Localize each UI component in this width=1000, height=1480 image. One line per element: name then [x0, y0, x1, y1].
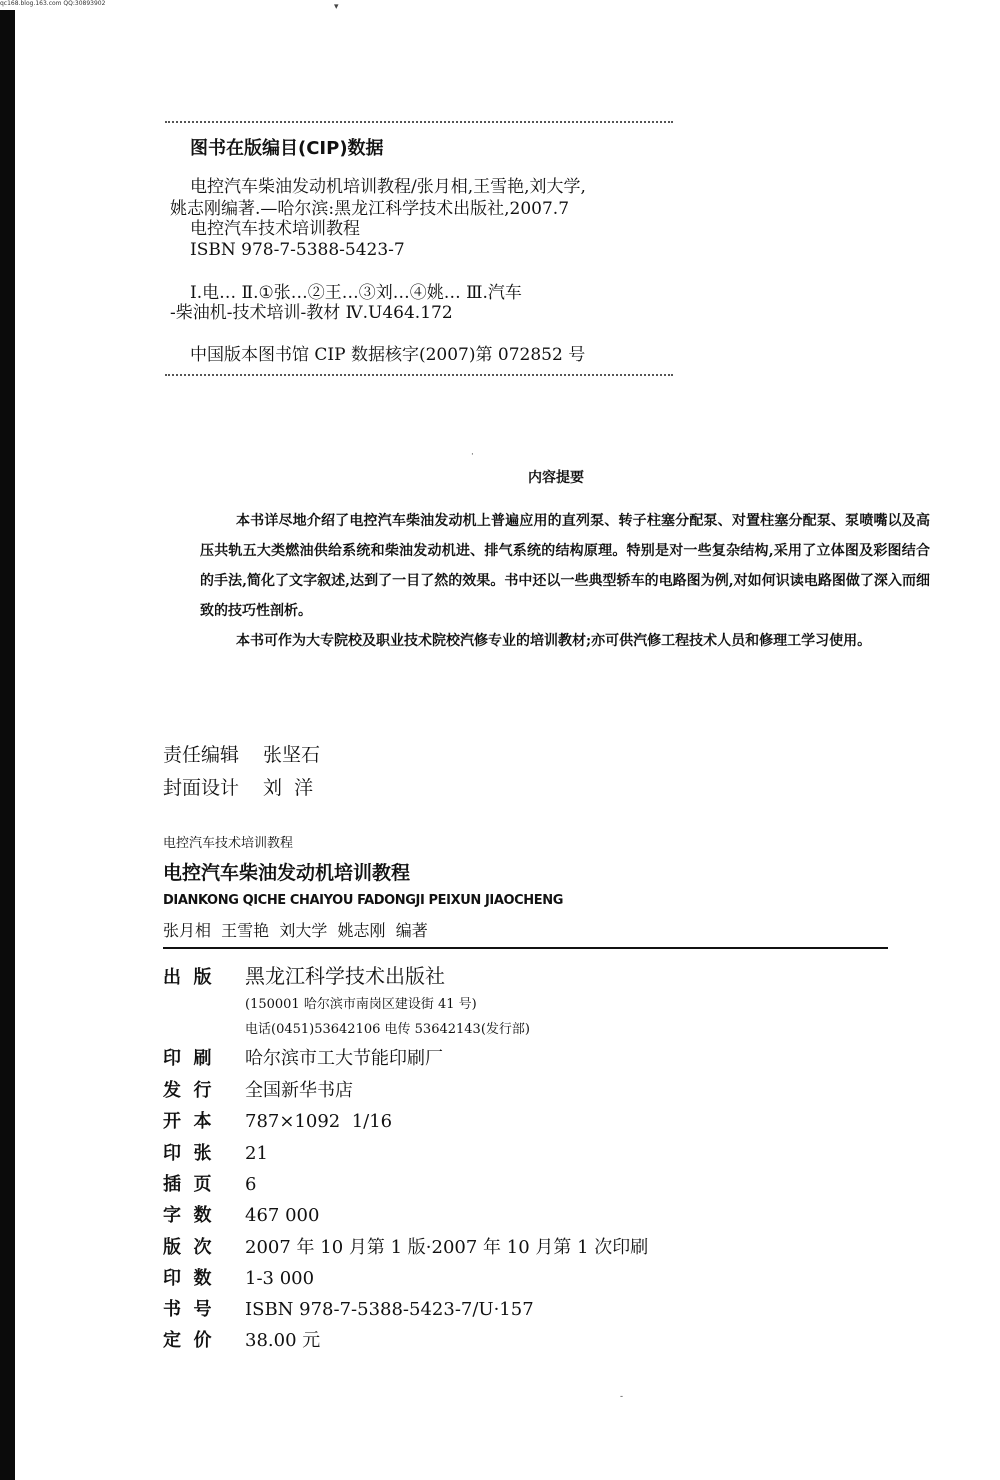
cip-line-2: 姚志刚编著.—哈尔滨:黑龙江科学技术出版社,2007.7: [170, 199, 570, 219]
pub-row-value: 787×1092 1/16: [245, 1111, 393, 1132]
scan-mark: ▾: [334, 2, 339, 12]
book-authors: 张月相 王雪艳 刘大学 姚志刚 编著: [163, 921, 428, 940]
cip-class-1: Ⅰ.电… Ⅱ.①张…②王…③刘…④姚… Ⅲ.汽车: [190, 283, 522, 303]
pub-row-label: 字 数: [163, 1205, 212, 1226]
pub-row-value: 6: [245, 1174, 257, 1195]
pub-row-value: 哈尔滨市工大节能印刷厂: [245, 1048, 443, 1069]
pub-row-value: 21: [245, 1143, 268, 1164]
summary-paragraph-1: 本书详尽地介绍了电控汽车柴油发动机上普遍应用的直列泵、转子柱塞分配泵、对置柱塞分配泵、泵喷嘴以及高压共轨五大类燃油供给系统和柴油发动机进、排气系统的结构原理。特别是对一些复杂结构,采用了立体图及彩图结合的手法,简化了文字叙述,达到了一目了然的效果。书中还以一些典型轿车的电路图为例,对如何识读电路图做了深入而细致的技巧性剖析。: [200, 513, 930, 619]
pub-row: [163, 1044, 443, 1070]
cip-class-2: -柴油机-技术培训-教材 Ⅳ.U464.172: [170, 303, 453, 323]
editor-label: 责任编辑: [163, 744, 240, 766]
pub-row-label: 书 号: [163, 1299, 212, 1320]
publisher-address: (150001 哈尔滨市南岗区建设街 41 号): [245, 997, 477, 1012]
pub-row-label: 定 价: [163, 1330, 212, 1351]
scan-edge-bar: [0, 10, 15, 1480]
pub-row: [163, 1170, 256, 1196]
pub-row: [163, 1233, 648, 1259]
publisher-phone: 电话(0451)53642106 电传 53642143(发行部): [245, 1022, 530, 1037]
summary-title: 内容提要: [528, 470, 584, 486]
pub-row-label: 印 数: [163, 1268, 212, 1289]
cip-isbn: ISBN 978-7-5388-5423-7: [190, 240, 405, 260]
publisher-value: 黑龙江科学技术出版社: [245, 964, 445, 988]
cip-top-divider: [165, 121, 673, 123]
pub-row-value: 全国新华书店: [245, 1080, 353, 1101]
editor-value: 张坚石: [263, 744, 321, 766]
pub-row: [163, 1076, 353, 1102]
book-title: 电控汽车柴油发动机培训教程: [163, 862, 411, 884]
pub-row-value: 467 000: [245, 1205, 320, 1226]
pub-row-label: 开 本: [163, 1111, 212, 1132]
pub-row-value: 38.00 元: [245, 1330, 321, 1351]
scan-speck: ·: [471, 450, 474, 460]
editor-row: [163, 740, 320, 767]
pub-row-label: 插 页: [163, 1174, 212, 1195]
pub-row-value: 1-3 000: [245, 1268, 315, 1289]
pub-row: [163, 1295, 534, 1321]
pub-row: [163, 1326, 320, 1352]
pub-row: [163, 1264, 314, 1290]
pub-row-value: ISBN 978-7-5388-5423-7/U·157: [245, 1299, 534, 1320]
pub-row-label: 发 行: [163, 1080, 212, 1101]
pub-row-label: 版 次: [163, 1237, 212, 1258]
pub-row-label: 印 刷: [163, 1048, 212, 1069]
book-title-pinyin: DIANKONG QICHE CHAIYOU FADONGJI PEIXUN JIAOCHENG: [163, 893, 564, 908]
colophon-rule: [163, 947, 888, 949]
series-name: 电控汽车技术培训教程: [163, 836, 294, 851]
cover-designer-value: 刘 洋: [263, 777, 314, 799]
pub-row-value: 2007 年 10 月第 1 版·2007 年 10 月第 1 次印刷: [245, 1237, 649, 1258]
scan-speck: -: [620, 1392, 624, 1402]
summary-body: [200, 506, 930, 656]
cip-number: 中国版本图书馆 CIP 数据核字(2007)第 072852 号: [190, 345, 586, 365]
cover-designer-row: [163, 773, 313, 800]
pub-row-label: 印 张: [163, 1143, 212, 1164]
publisher-row: [163, 960, 445, 989]
cover-designer-label: 封面设计: [163, 777, 240, 799]
summary-paragraph-2: 本书可作为大专院校及职业技术院校汽修专业的培训教材;亦可供汽修工程技术人员和修理工学习使用。: [236, 633, 872, 649]
pub-row: [163, 1201, 319, 1227]
cip-line-3: 电控汽车技术培训教程: [190, 219, 360, 239]
pub-row: [163, 1107, 392, 1133]
cip-heading: 图书在版编目(CIP)数据: [190, 138, 384, 159]
pub-row: [163, 1139, 268, 1165]
cip-line-1: 电控汽车柴油发动机培训教程/张月相,王雪艳,刘大学,: [190, 177, 586, 197]
publisher-label: 出 版: [163, 967, 212, 988]
cip-bottom-divider: [165, 374, 673, 376]
corner-watermark: qc168.blog.163.com QQ:30893902: [0, 0, 106, 7]
